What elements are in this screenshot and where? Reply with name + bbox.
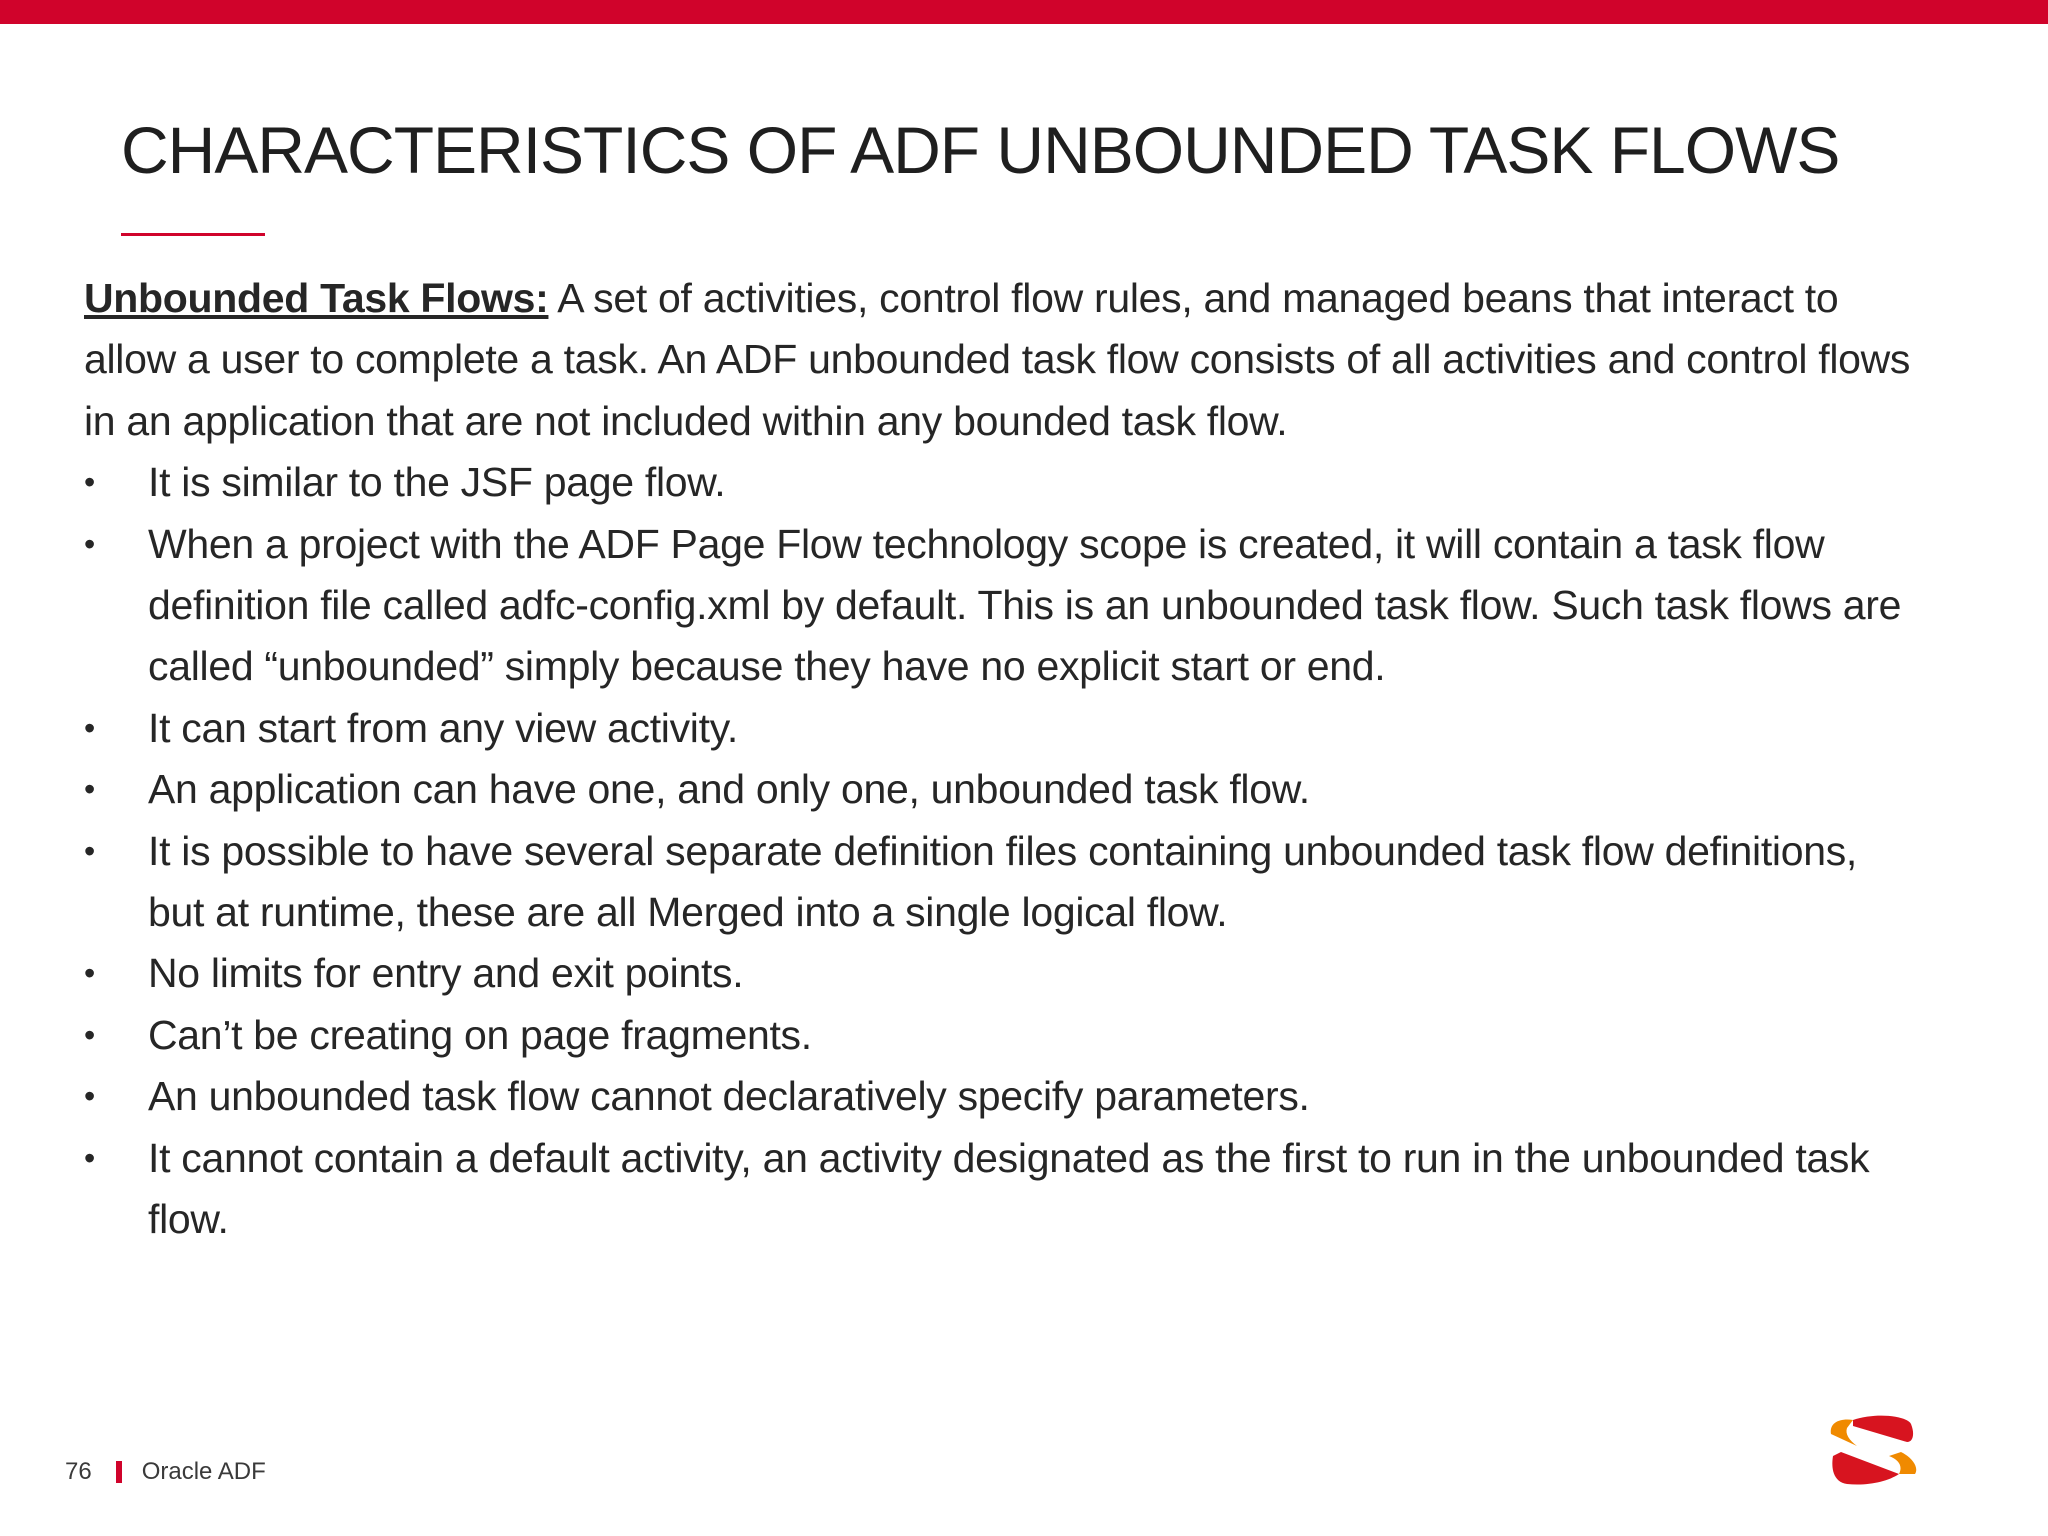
bullet-icon: • bbox=[84, 464, 95, 501]
bullet-icon: • bbox=[84, 1016, 95, 1053]
bullet-item bbox=[84, 1128, 1924, 1251]
bullet-icon: • bbox=[84, 832, 95, 869]
company-logo-icon bbox=[1826, 1412, 1928, 1492]
intro-text: A set of activities, control flow rules, and managed beans that interact to allow a user to complete a task. An ADF unbounded task flow consists of all activities and control flows in an application that are not included within any bounded task flow. bbox=[84, 275, 1911, 444]
intro-term: Unbounded Task Flows: bbox=[84, 275, 549, 321]
footer-divider bbox=[116, 1461, 122, 1483]
bullet-item bbox=[84, 821, 1924, 944]
bullet-icon: • bbox=[84, 525, 95, 562]
page-number: 76 bbox=[65, 1458, 92, 1485]
bullet-item bbox=[84, 1005, 1924, 1066]
slide-body bbox=[84, 268, 1924, 1251]
bullet-icon: • bbox=[84, 1139, 95, 1176]
bullet-item bbox=[84, 759, 1924, 820]
bullet-item bbox=[84, 452, 1924, 513]
bullet-item bbox=[84, 943, 1924, 1004]
bullet-text: An application can have one, and only one, unbounded task flow. bbox=[148, 766, 1310, 813]
bullet-list bbox=[84, 452, 1924, 1250]
bullet-icon: • bbox=[84, 771, 95, 808]
bullet-text: It can start from any view activity. bbox=[148, 704, 738, 751]
bullet-text: It is possible to have several separate definition files containing unbounded task flow definitions, but at runtime, these are all Merged into a single logical flow. bbox=[148, 827, 1858, 936]
bullet-text: Can’t be creating on page fragments. bbox=[148, 1011, 812, 1058]
bullet-icon: • bbox=[84, 1078, 95, 1115]
bullet-text: An unbounded task flow cannot declaratively specify parameters. bbox=[148, 1073, 1310, 1120]
bullet-text: It is similar to the JSF page flow. bbox=[148, 459, 726, 506]
bullet-icon: • bbox=[84, 955, 95, 992]
bullet-icon: • bbox=[84, 709, 95, 746]
bullet-text: It cannot contain a default activity, an activity designated as the first to run in the unbounded task flow. bbox=[148, 1134, 1870, 1243]
footer bbox=[65, 1458, 266, 1486]
bullet-text: No limits for entry and exit points. bbox=[148, 950, 744, 997]
bullet-item bbox=[84, 1066, 1924, 1127]
slide-title: CHARACTERISTICS OF ADF UNBOUNDED TASK FLOWS bbox=[121, 113, 1840, 187]
top-accent-bar bbox=[0, 0, 2048, 24]
footer-label: Oracle ADF bbox=[141, 1458, 266, 1485]
bullet-item bbox=[84, 698, 1924, 759]
title-underline bbox=[121, 233, 265, 236]
bullet-text: When a project with the ADF Page Flow technology scope is created, it will contain a task flow definition file called adfc-config.xml by default. This is an unbounded task flow. Such task flows are called “unbounded” simply because they have no explicit start or end. bbox=[148, 520, 1902, 690]
intro-paragraph bbox=[84, 268, 1924, 452]
bullet-item bbox=[84, 514, 1924, 698]
